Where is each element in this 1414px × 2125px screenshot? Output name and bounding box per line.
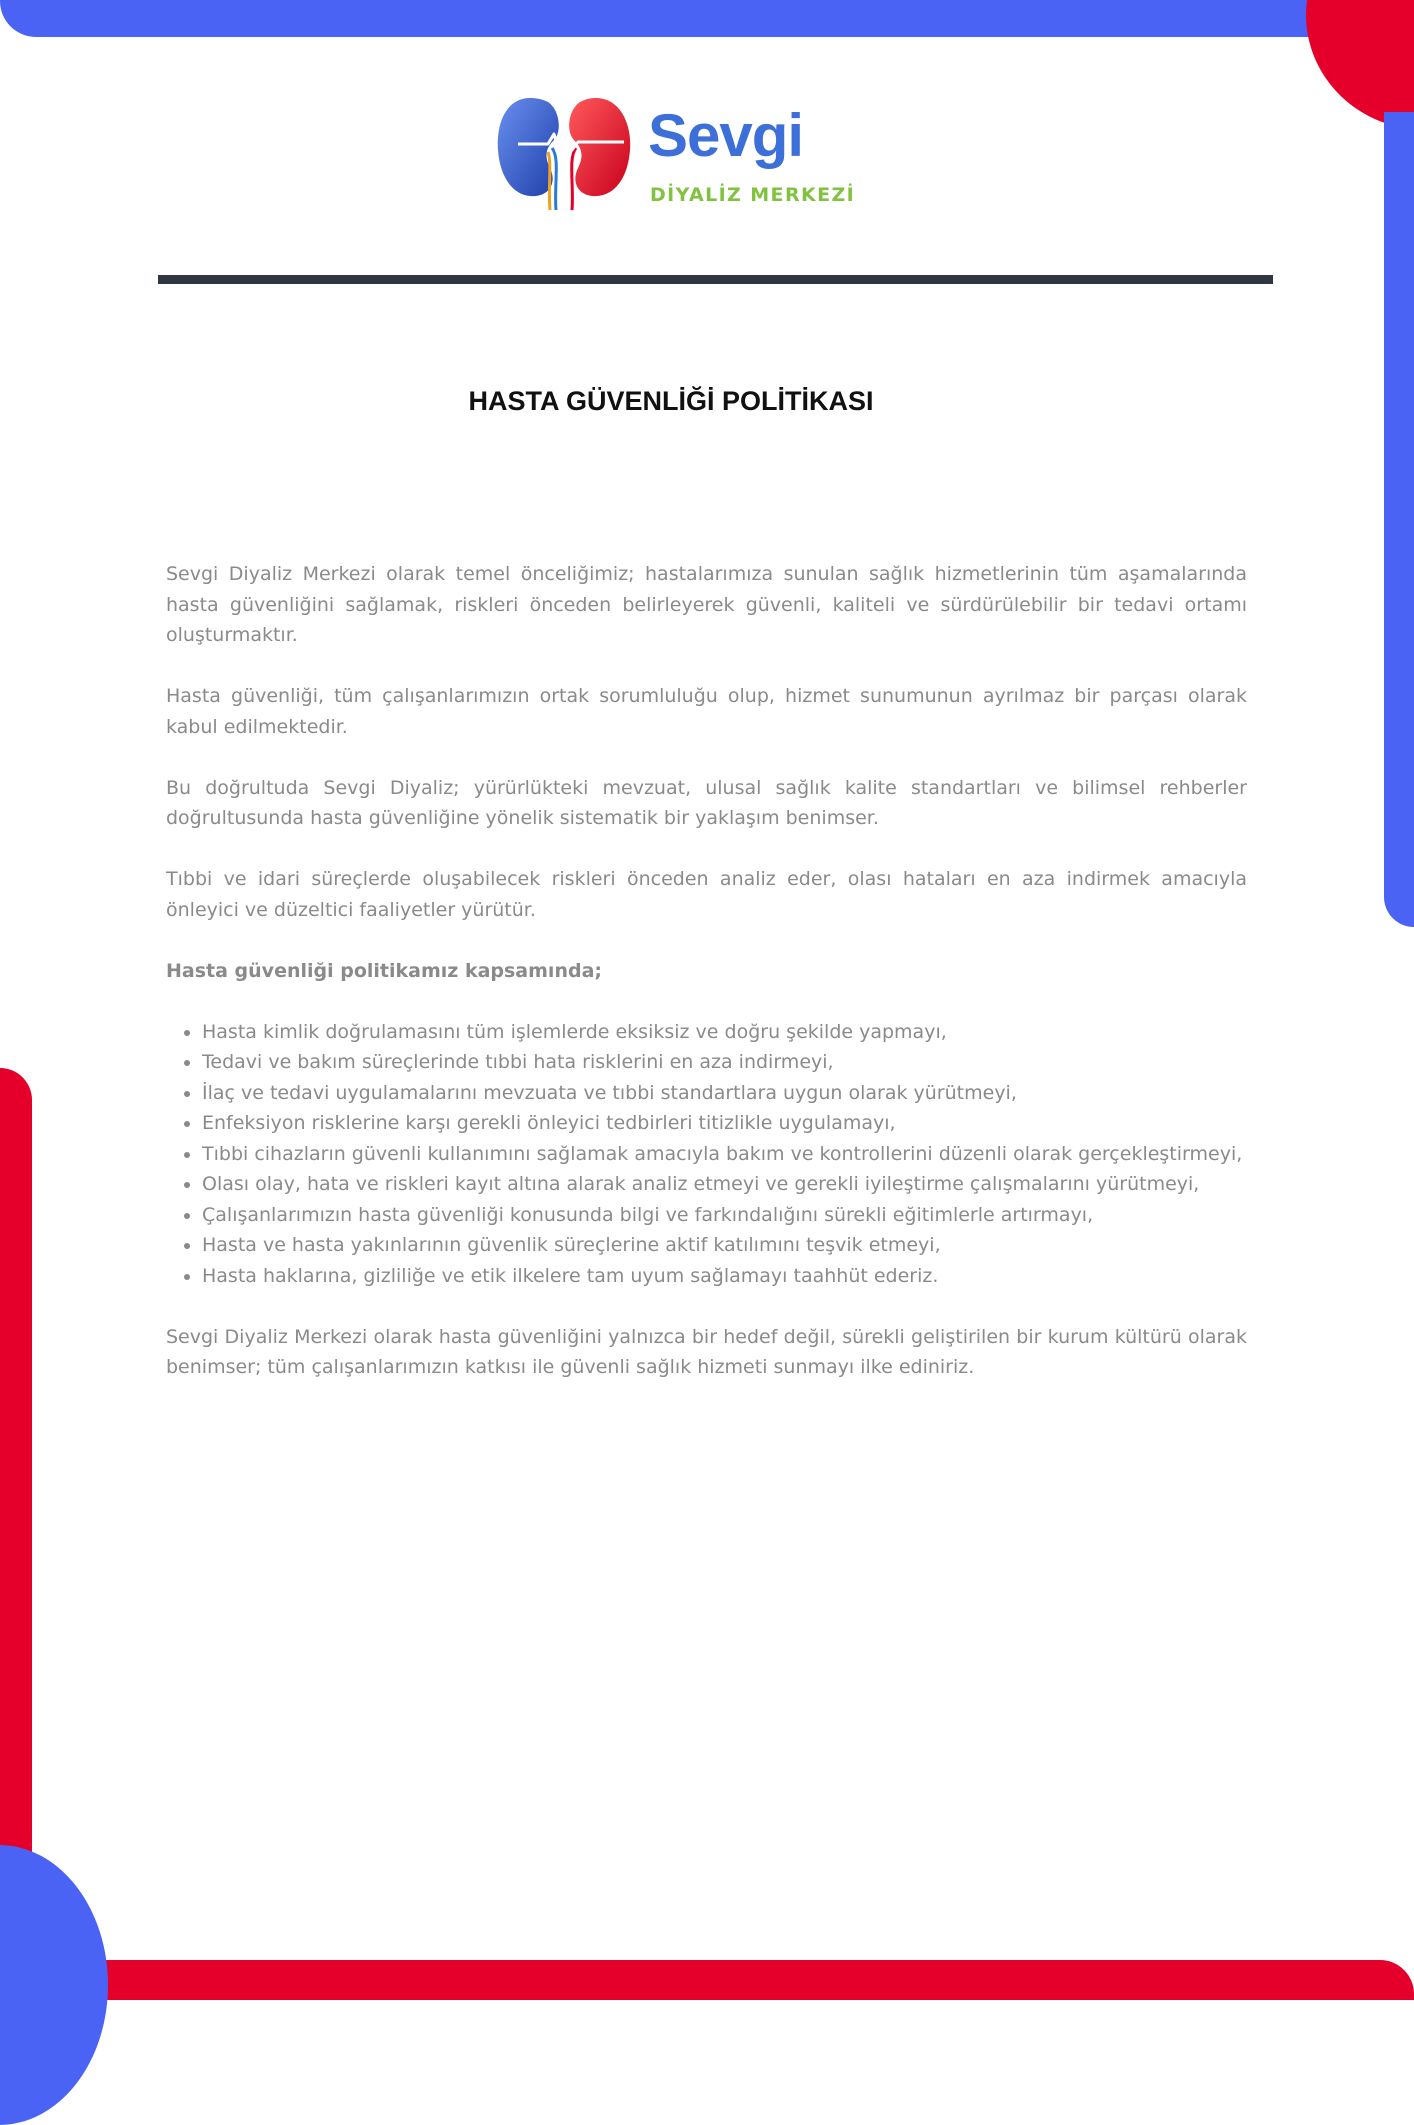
logo bbox=[496, 94, 856, 214]
list-item: • Olası olay, hata ve riskleri kayıt altına alarak analiz etmeyi ve gerekli iyileştirme çalışmalarını yürütmeyi, bbox=[202, 1169, 1247, 1200]
list-item: • Hasta ve hasta yakınlarının güvenlik süreçlerine aktif katılımını teşvik etmeyi, bbox=[202, 1230, 1247, 1261]
top-right-decorative-circle bbox=[1306, 0, 1414, 130]
closing-paragraph: Sevgi Diyaliz Merkezi olarak hasta güvenliğini yalnızca bir hedef değil, sürekli geliştirilen bir kurum kültürü olarak benimser; tüm çalışanlarımızın katkısı ile güvenli sağlık hizmeti sunmayı ilke ediniriz. bbox=[166, 1325, 1247, 1378]
brand-subtitle: DİYALİZ MERKEZİ bbox=[650, 184, 856, 206]
policy-list bbox=[166, 1017, 1247, 1292]
list-item: • Hasta kimlik doğrulamasını tüm işlemlerde eksiksiz ve doğru şekilde yapmayı, bbox=[202, 1017, 1247, 1048]
header-divider bbox=[158, 275, 1273, 284]
paragraph-risk-analysis: Tıbbi ve idari süreçlerde oluşabilecek riskleri önceden analiz eder, olası hataları en aza indirmek amacıyla önleyici ve düzeltici faaliyetler yürütür. bbox=[166, 868, 1247, 921]
paragraph-responsibility: Hasta güvenliği, tüm çalışanlarımızın ortak sorumluluğu olup, hizmet sunumunun ayrılmaz bir parçası olarak kabul edilmektedir. bbox=[166, 685, 1247, 738]
list-item: • Hasta haklarına, gizliliğe ve etik ilkelere tam uyum sağlamayı taahhüt ederiz. bbox=[202, 1261, 1247, 1292]
list-item: • Tedavi ve bakım süreçlerinde tıbbi hata risklerini en aza indirmeyi, bbox=[202, 1047, 1247, 1078]
left-decorative-bar bbox=[0, 1068, 32, 1968]
page-title: HASTA GÜVENLİĞİ POLİTİKASI bbox=[468, 386, 874, 416]
list-heading: Hasta güvenliği politikamız kapsamında; bbox=[166, 959, 602, 982]
list-item: • İlaç ve tedavi uygulamalarını mevzuata ve tıbbi standartlara uygun olarak yürütmeyi, bbox=[202, 1078, 1247, 1109]
brand-name: Sevgi bbox=[648, 102, 804, 169]
policy-body bbox=[166, 559, 1247, 1413]
list-item: • Tıbbi cihazların güvenli kullanımını sağlamak amacıyla bakım ve kontrollerini düzenli olarak gerçekleştirmeyi, bbox=[202, 1139, 1247, 1170]
top-decorative-bar bbox=[0, 0, 1330, 37]
right-decorative-bar bbox=[1384, 112, 1414, 927]
list-item: • Enfeksiyon risklerine karşı gerekli önleyici tedbirleri titizlikle uygulamayı, bbox=[202, 1108, 1247, 1139]
list-item: • Çalışanlarımızın hasta güvenliği konusunda bilgi ve farkındalığını sürekli eğitimlerle artırmayı, bbox=[202, 1200, 1247, 1231]
bottom-decorative-bar bbox=[80, 1960, 1414, 2000]
paragraph-approach: Bu doğrultuda Sevgi Diyaliz; yürürlükteki mevzuat, ulusal sağlık kalite standartları ve bilimsel rehberler doğrultusunda hasta güvenliğine yönelik sistematik bir yaklaşım benimser. bbox=[166, 776, 1247, 829]
bottom-left-decorative-circle bbox=[0, 1845, 108, 2125]
paragraph-intro: Sevgi Diyaliz Merkezi olarak temel önceliğimiz; hastalarımıza sunulan sağlık hizmetlerinin tüm aşamalarında hasta güvenliğini sağlamak, riskleri önceden belirleyerek güvenli, kaliteli ve sürdürülebilir bir tedavi ortamı oluşturmaktır. bbox=[166, 563, 1247, 646]
kidney-logo-icon bbox=[496, 94, 646, 214]
